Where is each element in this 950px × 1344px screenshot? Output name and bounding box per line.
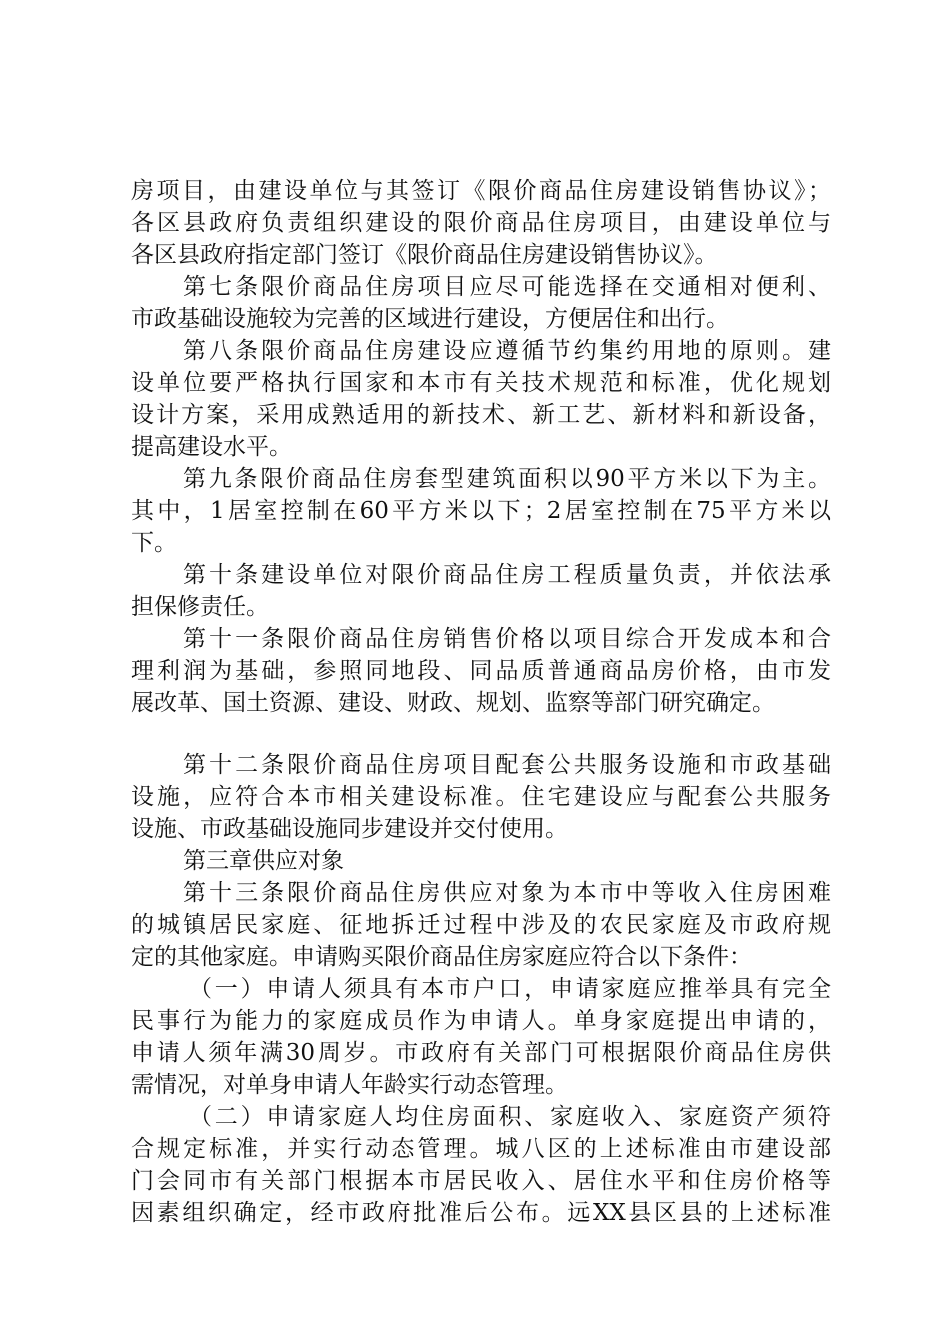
document-body xyxy=(131,175,831,1229)
text-line: 理利润为基础，参照同地段、同品质普通商品房价格，由市发 xyxy=(131,658,831,684)
text-line: 第十二条限价商品住房项目配套公共服务设施和市政基础 xyxy=(183,752,831,778)
text-line: 申请人须年满30周岁。市政府有关部门可根据限价商品住房供 xyxy=(131,1040,831,1066)
text-line: 合规定标准，并实行动态管理。城八区的上述标准由市建设部 xyxy=(131,1136,831,1162)
paragraph-article-12 xyxy=(131,749,831,845)
text-line: 房项目，由建设单位与其签订《限价商品住房建设销售协议》； xyxy=(131,178,831,204)
text-line: 展改革、国土资源、建设、财政、规划、监察等部门研究确定。 xyxy=(131,690,775,716)
text-line: （二）申请家庭人均住房面积、家庭收入、家庭资产须符 xyxy=(189,1104,831,1130)
text-line: 市政基础设施较为完善的区域进行建设，方便居住和出行。 xyxy=(131,306,729,332)
text-line: 设施，应符合本市相关建设标准。住宅建设应与配套公共服务 xyxy=(131,784,831,810)
text-line: 第十三条限价商品住房供应对象为本市中等收入住房困难 xyxy=(183,880,831,906)
text-line: 第七条限价商品住房项目应尽可能选择在交通相对便利、 xyxy=(183,274,831,300)
paragraph-article-11 xyxy=(131,623,831,719)
paragraph-item-1 xyxy=(131,973,831,1101)
text-line: 各区县政府指定部门签订《限价商品住房建设销售协议》。 xyxy=(131,242,718,268)
paragraph-article-9 xyxy=(131,463,831,559)
text-line: 的城镇居民家庭、征地拆迁过程中涉及的农民家庭及市政府规 xyxy=(131,912,831,938)
text-line: 定的其他家庭。申请购买限价商品住房家庭应符合以下条件： xyxy=(131,944,752,970)
paragraph-chapter-3 xyxy=(131,845,831,877)
paragraph-article-10 xyxy=(131,559,831,623)
paragraph-item-2 xyxy=(131,1101,831,1229)
text-line: 提高建设水平。 xyxy=(131,434,292,460)
text-line: 设计方案，采用成熟适用的新技术、新工艺、新材料和新设备， xyxy=(131,402,831,428)
text-line: （一）申请人须具有本市户口，申请家庭应推举具有完全 xyxy=(189,976,831,1002)
text-line: 第三章供应对象 xyxy=(183,848,344,874)
text-line: 民事行为能力的家庭成员作为申请人。单身家庭提出申请的， xyxy=(131,1008,831,1034)
text-line: 设单位要严格执行国家和本市有关技术规范和标准，优化规划 xyxy=(131,370,831,396)
paragraph-article-7 xyxy=(131,271,831,335)
paragraph-gap xyxy=(131,719,831,749)
text-line: 因素组织确定，经市政府批准后公布。远XX县区县的上述标准 xyxy=(131,1200,831,1226)
text-line: 需情况，对单身申请人年龄实行动态管理。 xyxy=(131,1072,568,1098)
text-line: 门会同市有关部门根据本市居民收入、居住水平和住房价格等 xyxy=(131,1168,831,1194)
paragraph-article-8 xyxy=(131,335,831,463)
paragraph-article-13 xyxy=(131,877,831,973)
text-line: 第十一条限价商品住房销售价格以项目综合开发成本和合 xyxy=(183,626,831,652)
paragraph-p6-cont xyxy=(131,175,831,271)
text-line: 设施、市政基础设施同步建设并交付使用。 xyxy=(131,816,568,842)
text-line: 担保修责任。 xyxy=(131,594,269,620)
text-line: 第十条建设单位对限价商品住房工程质量负责，并依法承 xyxy=(183,562,831,588)
text-line: 其中，1居室控制在60平方米以下；2居室控制在75平方米以 xyxy=(131,498,831,524)
text-line: 第八条限价商品住房建设应遵循节约集约用地的原则。建 xyxy=(183,338,831,364)
text-line: 各区县政府负责组织建设的限价商品住房项目，由建设单位与 xyxy=(131,210,831,236)
text-line: 下。 xyxy=(131,530,177,556)
text-line: 第九条限价商品住房套型建筑面积以90平方米以下为主。 xyxy=(183,466,831,492)
